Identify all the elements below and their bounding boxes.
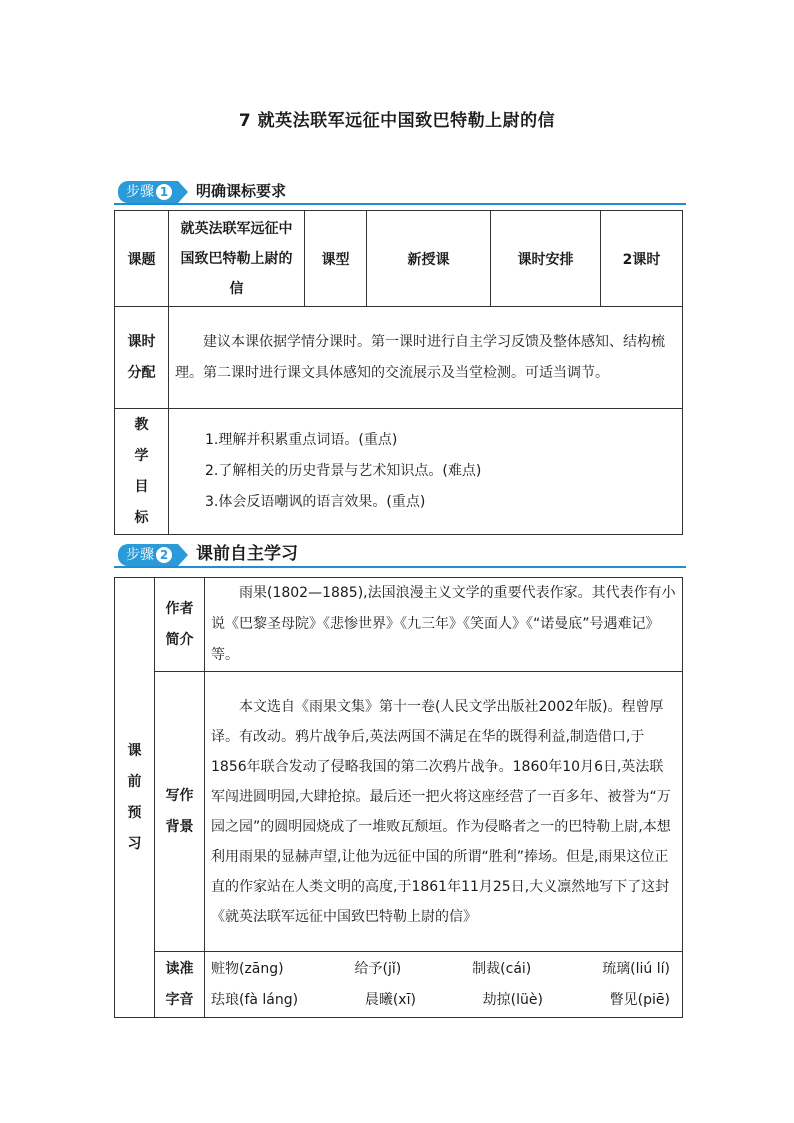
- background-text: 本文选自《雨果文集》第十一卷(人民文学出版社2002年版)。程曾厚译。有改动。鸦片战争后,英法两国不满足在华的既得利益,制造借口,于1856年联合发动了侵略我国的第二次鸦片战争。1860年10月6日,英法联军闯进圆明园,大肆抢掠。最后还一把火将这座经营了一百多年、被誉为“万园之园”的圆明园烧成了一堆败瓦颓垣。作为侵略者之一的巴特勒上尉,本想利用雨果的显赫声望,让他为远征中国的所谓“胜利”捧场。但是,雨果这位正直的作家站在人类文明的高度,于1861年11月25日,大义凛然地写下了这封《就英法联军远征中国致巴特勒上尉的信》: [205, 672, 683, 952]
- schedule-value: 2课时: [601, 211, 683, 307]
- preview-side-label: [115, 578, 155, 1018]
- step1-tag: [118, 181, 178, 203]
- pronunciation-item: 瞥见(piē): [609, 991, 670, 1008]
- step1-heading: 明确课标要求: [196, 182, 287, 200]
- goals-row: [115, 409, 683, 535]
- pronunciation-label: [155, 952, 205, 1018]
- step2-tag: [118, 544, 178, 566]
- goals-label-char: 教: [134, 416, 149, 433]
- author-label-line: 作者: [165, 600, 194, 617]
- goals-label-char: 标: [134, 509, 149, 526]
- allocation-text: 建议本课依据学情分课时。第一课时进行自主学习反馈及整体感知、结构梳理。第二课时进行课文具体感知的交流展示及当堂检测。可适当调节。: [169, 307, 683, 409]
- goals-label-char: 学: [134, 447, 149, 464]
- background-row: [115, 672, 683, 952]
- type-label: 课型: [305, 211, 367, 307]
- goal-item: 3.体会反语嘲讽的语言效果。(重点): [205, 494, 426, 510]
- author-row: [115, 578, 683, 672]
- goal-item: 2.了解相关的历史背景与艺术知识点。(难点): [205, 463, 482, 479]
- step2-heading: 课前自主学习: [196, 544, 298, 564]
- pronunciation-item: 劫掠(lüè): [482, 991, 543, 1008]
- author-label-line: 简介: [165, 631, 194, 648]
- step1-header: [114, 179, 686, 205]
- pronunciation-label-line: 读准: [165, 960, 194, 977]
- step2-tag-text: 步骤: [126, 547, 154, 563]
- allocation-label-line: 分配: [127, 364, 156, 381]
- step2-header: [114, 542, 686, 568]
- pronunciation-line: [211, 954, 676, 985]
- goals-label-char: 目: [134, 478, 149, 495]
- background-label: [155, 672, 205, 952]
- pronunciation-item: 晨曦(xī): [364, 991, 416, 1008]
- pronunciation-line: [211, 985, 676, 1016]
- pronunciation-item: 赃物(zāng): [211, 960, 284, 977]
- preview-table: [114, 577, 683, 1018]
- pronunciation-item: 琉璃(liú lí): [602, 960, 670, 977]
- schedule-label: 课时安排: [491, 211, 601, 307]
- step2-number-badge: 2: [156, 547, 172, 563]
- step2-header-rule: [114, 566, 686, 568]
- preview-side-char: 习: [127, 835, 142, 852]
- goals-list: [169, 409, 683, 535]
- author-bio-text: 雨果(1802—1885),法国浪漫主义文学的重要代表作家。其代表作有小说《巴黎圣母院》《悲惨世界》《九三年》《笑面人》《“诺曼底”号遇难记》等。: [205, 578, 683, 672]
- author-label: [155, 578, 205, 672]
- step1-tag-text: 步骤: [126, 184, 154, 200]
- step1-number-badge: 1: [156, 184, 172, 200]
- allocation-label-line: 课时: [127, 333, 156, 350]
- background-label-line: 背景: [165, 818, 194, 835]
- pronunciation-item: 制裁(cái): [472, 960, 532, 977]
- goals-label: [115, 409, 169, 535]
- preview-side-char: 预: [127, 804, 142, 821]
- pronunciation-row: [115, 952, 683, 1018]
- preview-side-char: 课: [127, 742, 142, 759]
- background-label-line: 写作: [165, 787, 194, 804]
- topic-row: [115, 211, 683, 307]
- topic-label: 课题: [115, 211, 169, 307]
- pronunciation-item: 给予(jǐ): [354, 960, 402, 977]
- allocation-label: [115, 307, 169, 409]
- topic-value: 就英法联军远征中国致巴特勒上尉的信: [169, 211, 305, 307]
- preview-side-char: 前: [127, 773, 142, 790]
- page-title: 7 就英法联军远征中国致巴特勒上尉的信: [238, 111, 556, 131]
- goal-item: 1.理解并积累重点词语。(重点): [205, 432, 398, 448]
- pronunciation-list: [205, 952, 683, 1018]
- type-value: 新授课: [367, 211, 491, 307]
- step1-header-rule: [114, 203, 686, 205]
- pronunciation-item: 珐琅(fà láng): [211, 991, 299, 1008]
- allocation-row: [115, 307, 683, 409]
- curriculum-table: [114, 210, 683, 535]
- pronunciation-label-line: 字音: [165, 991, 194, 1008]
